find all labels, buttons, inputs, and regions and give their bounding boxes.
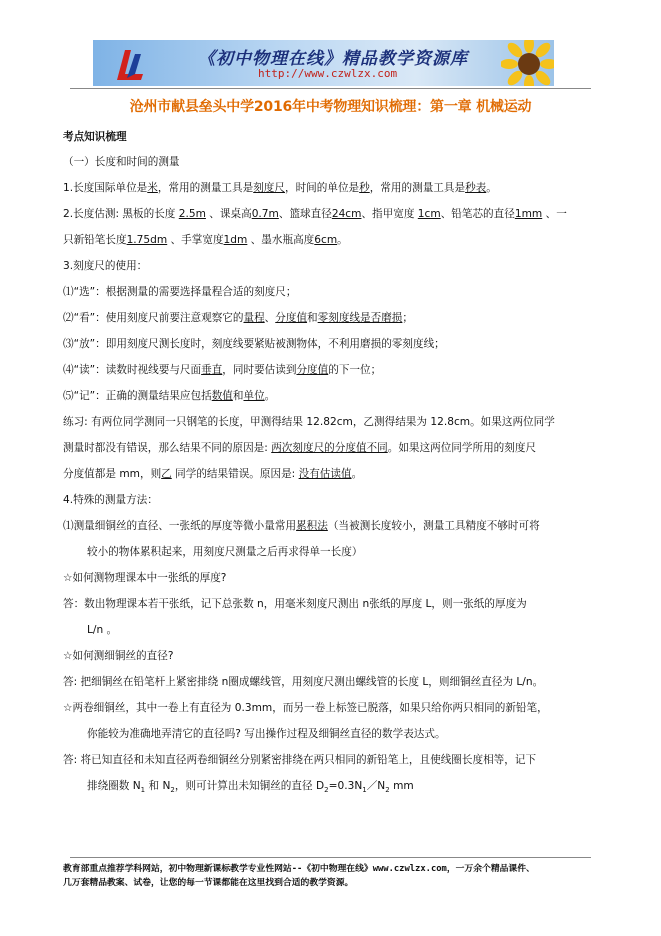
text-segment: 1 bbox=[140, 786, 146, 795]
text-segment: ☆如何测细铜丝的直径? bbox=[63, 650, 174, 662]
underlined-answer: 两次刻度尺的分度值不同 bbox=[271, 442, 388, 454]
underlined-answer: 秒 bbox=[359, 182, 370, 194]
text-segment: 1.长度国际单位是 bbox=[63, 182, 148, 194]
text-line bbox=[63, 415, 555, 429]
text-segment: 、指甲宽度 bbox=[361, 208, 418, 220]
underlined-answer: 1cm bbox=[417, 208, 441, 220]
text-segment: 、墨水瓶高度 bbox=[247, 234, 315, 246]
text-segment: 、手掌宽度 bbox=[167, 234, 224, 246]
text-segment: 同学的结果错误。原因是: bbox=[171, 468, 299, 480]
text-segment: =0.3N bbox=[328, 780, 363, 792]
text-line bbox=[63, 701, 548, 715]
text-segment: 4.特殊的测量方法： bbox=[63, 494, 158, 506]
header-banner bbox=[93, 40, 554, 86]
text-segment: 。如果这两位同学所用的刻度尺 bbox=[387, 442, 537, 454]
text-segment: 。 bbox=[264, 390, 276, 402]
text-line bbox=[63, 467, 362, 481]
text-segment: （当被测长度较小，测量工具精度不够时可将 bbox=[327, 520, 540, 532]
footer-line: 教育部重点推荐学科网站，初中物理新课标教学专业性网站--《初中物理在线》www.czwlzx.com，一万余个精品课件、 bbox=[63, 864, 535, 874]
underlined-answer: 乙 bbox=[161, 468, 172, 480]
underlined-answer: 没有估读值 bbox=[298, 468, 352, 480]
text-segment: ⑶“放”：即用刻度尺测长度时，刻度线要紧贴被测物体，不利用磨损的零刻度线； bbox=[63, 338, 445, 350]
text-segment: L/n 。 bbox=[87, 624, 118, 636]
underlined-answer: 零刻度线是否磨损 bbox=[317, 312, 403, 324]
text-line bbox=[63, 389, 275, 403]
text-segment: 的下一位； bbox=[328, 364, 382, 376]
text-segment: 2 bbox=[385, 786, 390, 795]
document-title: 沧州市献县垒头中学2016年中考物理知识梳理：第一章 机械运动 bbox=[129, 99, 532, 115]
text-segment: 。 bbox=[486, 182, 497, 194]
text-segment: ，常用的测量工具是 bbox=[157, 182, 254, 194]
text-segment: 、一 bbox=[542, 208, 567, 220]
footer-rule bbox=[70, 857, 591, 858]
text-segment: 2.长度估测: 黑板的长度 bbox=[63, 208, 179, 220]
text-segment: ，时间的单位是 bbox=[284, 182, 360, 194]
text-line bbox=[63, 207, 567, 221]
text-line bbox=[63, 181, 497, 195]
text-segment: ☆两卷细铜丝，其中一卷上有直径为 0.3mm，而另一卷上标签已脱落，如果只给你两只相同的新铅笔， bbox=[63, 702, 548, 714]
footer-line: 几万套精品教案、试卷，让您的每一节课都能在这里找到合适的教学资源。 bbox=[63, 878, 354, 888]
text-segment: 答: 把细铜丝在铅笔杆上紧密排绕 n圈成螺线管，用刻度尺测出螺线管的长度 L，则细铜丝直径为 L/n。 bbox=[63, 676, 544, 688]
text-line bbox=[63, 259, 147, 273]
text-line bbox=[63, 753, 536, 767]
text-line bbox=[63, 155, 180, 169]
text-segment: 1 bbox=[362, 786, 367, 795]
underlined-answer: 1dm bbox=[223, 234, 248, 246]
text-segment: 和 bbox=[232, 390, 244, 402]
text-segment: 较小的物体累积起来，用刻度尺测量之后再求得单一长度） bbox=[87, 546, 363, 558]
text-segment: ； bbox=[402, 312, 413, 324]
text-segment: 3.刻度尺的使用： bbox=[63, 260, 148, 272]
text-segment: 排绕圈数 N bbox=[87, 780, 141, 792]
underlined-answer: 24cm bbox=[331, 208, 362, 220]
text-line bbox=[63, 337, 445, 351]
text-segment: ⑵“看”：使用刻度尺前要注意观察它的 bbox=[63, 312, 244, 324]
text-line bbox=[63, 441, 536, 455]
underlined-answer: 分度值 bbox=[275, 312, 308, 324]
text-segment: 2 bbox=[170, 786, 175, 795]
text-segment: 。 bbox=[351, 468, 363, 480]
text-line bbox=[63, 649, 173, 663]
underlined-answer: 1.75dm bbox=[126, 234, 168, 246]
text-segment: 、铅笔芯的直径 bbox=[440, 208, 515, 220]
text-segment: 你能较为准确地弄清它的直径吗? 写出操作过程及细铜丝直径的数学表达式。 bbox=[87, 728, 446, 740]
text-segment: 和 bbox=[307, 312, 318, 324]
banner-url[interactable]: http://www.czwlzx.com bbox=[258, 67, 398, 80]
underlined-answer: 量程 bbox=[243, 312, 265, 324]
text-line bbox=[63, 519, 540, 533]
underlined-answer: 秒表 bbox=[465, 182, 487, 194]
text-line bbox=[63, 311, 413, 325]
text-segment: （一）长度和时间的测量 bbox=[63, 156, 180, 168]
text-line bbox=[63, 363, 381, 377]
text-line bbox=[87, 779, 414, 797]
text-segment: ，常用的测量工具是 bbox=[369, 182, 466, 194]
sunflower-icon bbox=[501, 40, 554, 86]
underlined-answer: 6cm bbox=[314, 234, 338, 246]
text-segment: 和 N bbox=[145, 780, 171, 792]
text-line bbox=[63, 493, 158, 507]
header-rule bbox=[70, 88, 591, 89]
text-segment: 答: 将已知直径和未知直径两卷细铜丝分别紧密排绕在两只相同的新铅笔上，且使线圈长度相等，记下 bbox=[63, 754, 537, 766]
text-line bbox=[87, 545, 362, 559]
text-segment: 、 bbox=[264, 312, 276, 324]
footer bbox=[63, 862, 603, 890]
underlined-answer: 垂直 bbox=[201, 364, 223, 376]
underlined-answer: 2.5m bbox=[178, 208, 206, 220]
underlined-answer: 单位 bbox=[243, 390, 265, 402]
text-line bbox=[63, 233, 348, 247]
text-segment: 练习: 有两位同学测同一只钢笔的长度，甲测得结果 12.82cm，乙测得结果为 12.8cm。如果这两位同学 bbox=[63, 416, 555, 428]
text-segment: 、篮球直径 bbox=[278, 208, 332, 220]
text-line bbox=[63, 571, 226, 585]
text-line bbox=[63, 597, 527, 611]
underlined-answer: 数值 bbox=[211, 390, 233, 402]
section-heading: 考点知识梳理 bbox=[63, 131, 127, 143]
banner-title: 《初中物理在线》精品教学资源库 bbox=[198, 49, 468, 69]
text-segment: ，则可计算出未知铜丝的直径 D bbox=[174, 780, 325, 792]
text-line bbox=[63, 285, 296, 299]
underlined-answer: 0.7m bbox=[251, 208, 279, 220]
site-logo-icon bbox=[113, 44, 147, 82]
text-line bbox=[87, 623, 117, 637]
text-segment: 、课桌高 bbox=[205, 208, 252, 220]
text-line bbox=[87, 727, 446, 741]
text-segment: 测量时都没有错误，那么结果不同的原因是: bbox=[63, 442, 272, 454]
underlined-answer: 分度值 bbox=[296, 364, 329, 376]
text-segment: ，同时要估读到 bbox=[222, 364, 297, 376]
text-segment: 2 bbox=[324, 786, 329, 795]
text-line bbox=[63, 675, 543, 689]
text-segment: ☆如何测物理课本中一张纸的厚度? bbox=[63, 572, 227, 584]
text-segment: ／N bbox=[366, 780, 386, 792]
text-segment: ⑷“读”：读数时视线要与尺面 bbox=[63, 364, 202, 376]
underlined-answer: 1mm bbox=[514, 208, 543, 220]
underlined-answer: 累积法 bbox=[296, 520, 328, 532]
text-segment: 只新铅笔长度 bbox=[63, 234, 127, 246]
underlined-answer: 米 bbox=[147, 182, 158, 194]
text-segment: ⑴“选”：根据测量的需要选择量程合适的刻度尺； bbox=[63, 286, 297, 298]
text-segment: ⑸“记”：正确的测量结果应包括 bbox=[63, 390, 212, 402]
text-segment: 。 bbox=[337, 234, 348, 246]
text-segment: mm bbox=[389, 780, 414, 792]
underlined-answer: 刻度尺 bbox=[253, 182, 285, 194]
text-segment: ⑴测量细铜丝的直径、一张纸的厚度等微小量常用 bbox=[63, 520, 297, 532]
text-segment: 答：数出物理课本若干张纸，记下总张数 n，用毫米刻度尺测出 n张纸的厚度 L，则一张纸的厚度为 bbox=[63, 598, 527, 610]
text-segment: 分度值都是 mm，则 bbox=[63, 468, 162, 480]
